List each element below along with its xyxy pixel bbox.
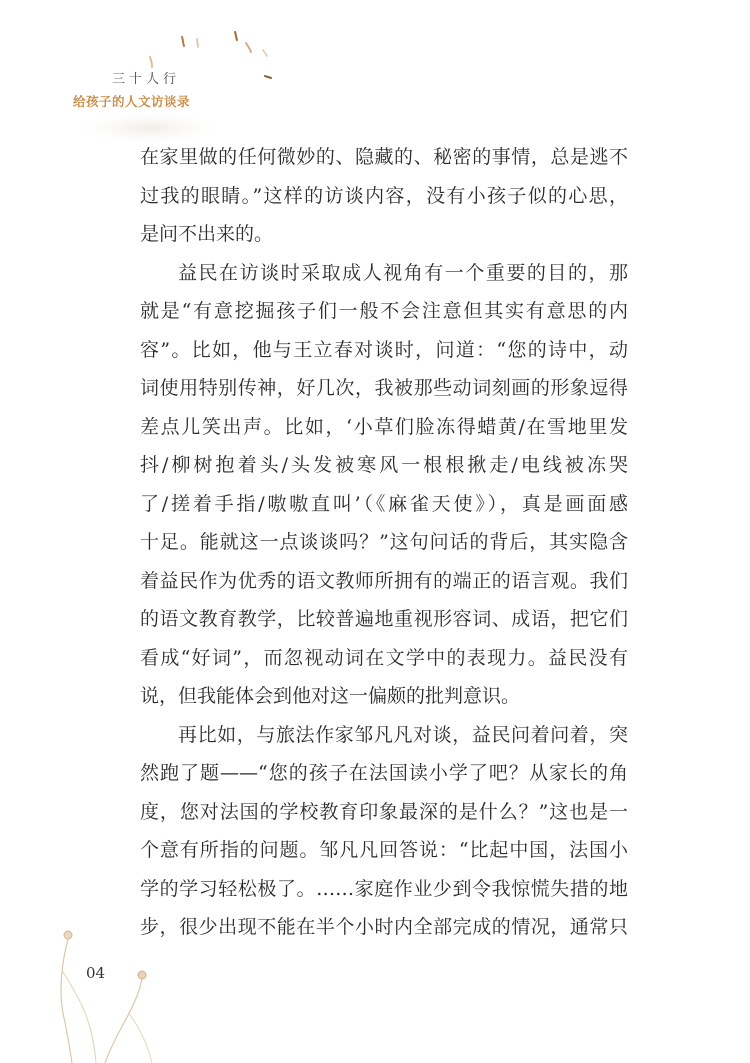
text-line: 学的学习轻松极了。……家庭作业少到令我惊慌失措的地 bbox=[140, 877, 628, 900]
petal-stroke bbox=[197, 39, 198, 47]
series-title: 三十人行 bbox=[112, 72, 181, 87]
petal-stroke bbox=[150, 57, 152, 67]
petal-stroke bbox=[265, 76, 271, 78]
stem-line bbox=[62, 970, 96, 1063]
petal-stroke bbox=[182, 37, 184, 46]
text-line: 的语文教育教学，比较普遍地重视形容词、成语，把它们 bbox=[140, 608, 628, 630]
text-line: 是问不出来的。 bbox=[140, 223, 274, 245]
paragraph bbox=[140, 254, 628, 716]
stem-line bbox=[105, 979, 142, 1063]
book-title: 给孩子的人文访谈录 bbox=[73, 94, 191, 109]
petal-stroke bbox=[235, 32, 237, 40]
text-line: 益民在访谈时采取成人视角有一个重要的目的，那 bbox=[178, 261, 628, 284]
text-line: 步，很少出现不能在半个小时内全部完成的情况，通常只 bbox=[140, 916, 628, 938]
text-line: 差点儿笑出声。比如，‘小草们脸冻得蜡黄/在雪地里发 bbox=[140, 415, 628, 438]
page-number: 04 bbox=[86, 964, 106, 982]
text-line: 着益民作为优秀的语文教师所拥有的端正的语言观。我们 bbox=[140, 569, 628, 592]
text-line: 抖/柳树抱着头/头发被寒风一根根揪走/电线被冻哭 bbox=[140, 454, 628, 476]
text-line: 容”。比如，他与王立春对谈时，问道：“您的诗中，动 bbox=[140, 338, 628, 361]
body-text bbox=[140, 138, 628, 947]
text-line: 十足。能就这一点谈谈吗？”这句问话的背后，其实隐含 bbox=[140, 531, 628, 553]
text-line: 过我的眼睛。”这样的访谈内容，没有小孩子似的心思， bbox=[140, 184, 628, 207]
text-line: 就是“有意挖掘孩子们一般不会注意但其实有意思的内 bbox=[140, 300, 628, 322]
text-line: 词使用特别传神，好几次，我被那些动词刻画的形象逗得 bbox=[140, 377, 628, 399]
text-line: 了/搓着手指/嗷嗷直叫’（《麻雀天使》），真是画面感 bbox=[140, 492, 628, 515]
text-line: 度，您对法国的学校教育印象最深的是什么？”这也是一 bbox=[140, 800, 628, 823]
text-line: 再比如，与旅法作家邹凡凡对谈，益民问着问着，突 bbox=[178, 723, 628, 746]
petal-stroke bbox=[263, 50, 267, 56]
text-line: 个意有所指的问题。邹凡凡回答说：“比起中国，法国小 bbox=[140, 839, 628, 861]
stem-line bbox=[128, 1012, 152, 1063]
text-line: 然跑了题——“您的孩子在法国读小学了吧？从家长的角 bbox=[140, 762, 628, 784]
paragraph bbox=[140, 716, 628, 947]
bud-icon bbox=[138, 971, 146, 979]
petal-stroke bbox=[246, 43, 251, 52]
stem-line bbox=[61, 939, 72, 1063]
text-line: 说，但我能体会到他对这一偏颇的批判意识。 bbox=[140, 685, 521, 707]
text-line: 在家里做的任何微妙的、隐藏的、秘密的事情，总是逃不 bbox=[140, 146, 628, 168]
paragraph bbox=[140, 138, 628, 254]
bud-icon bbox=[64, 931, 72, 939]
text-line: 看成“好词”，而忽视动词在文学中的表现力。益民没有 bbox=[140, 646, 628, 669]
